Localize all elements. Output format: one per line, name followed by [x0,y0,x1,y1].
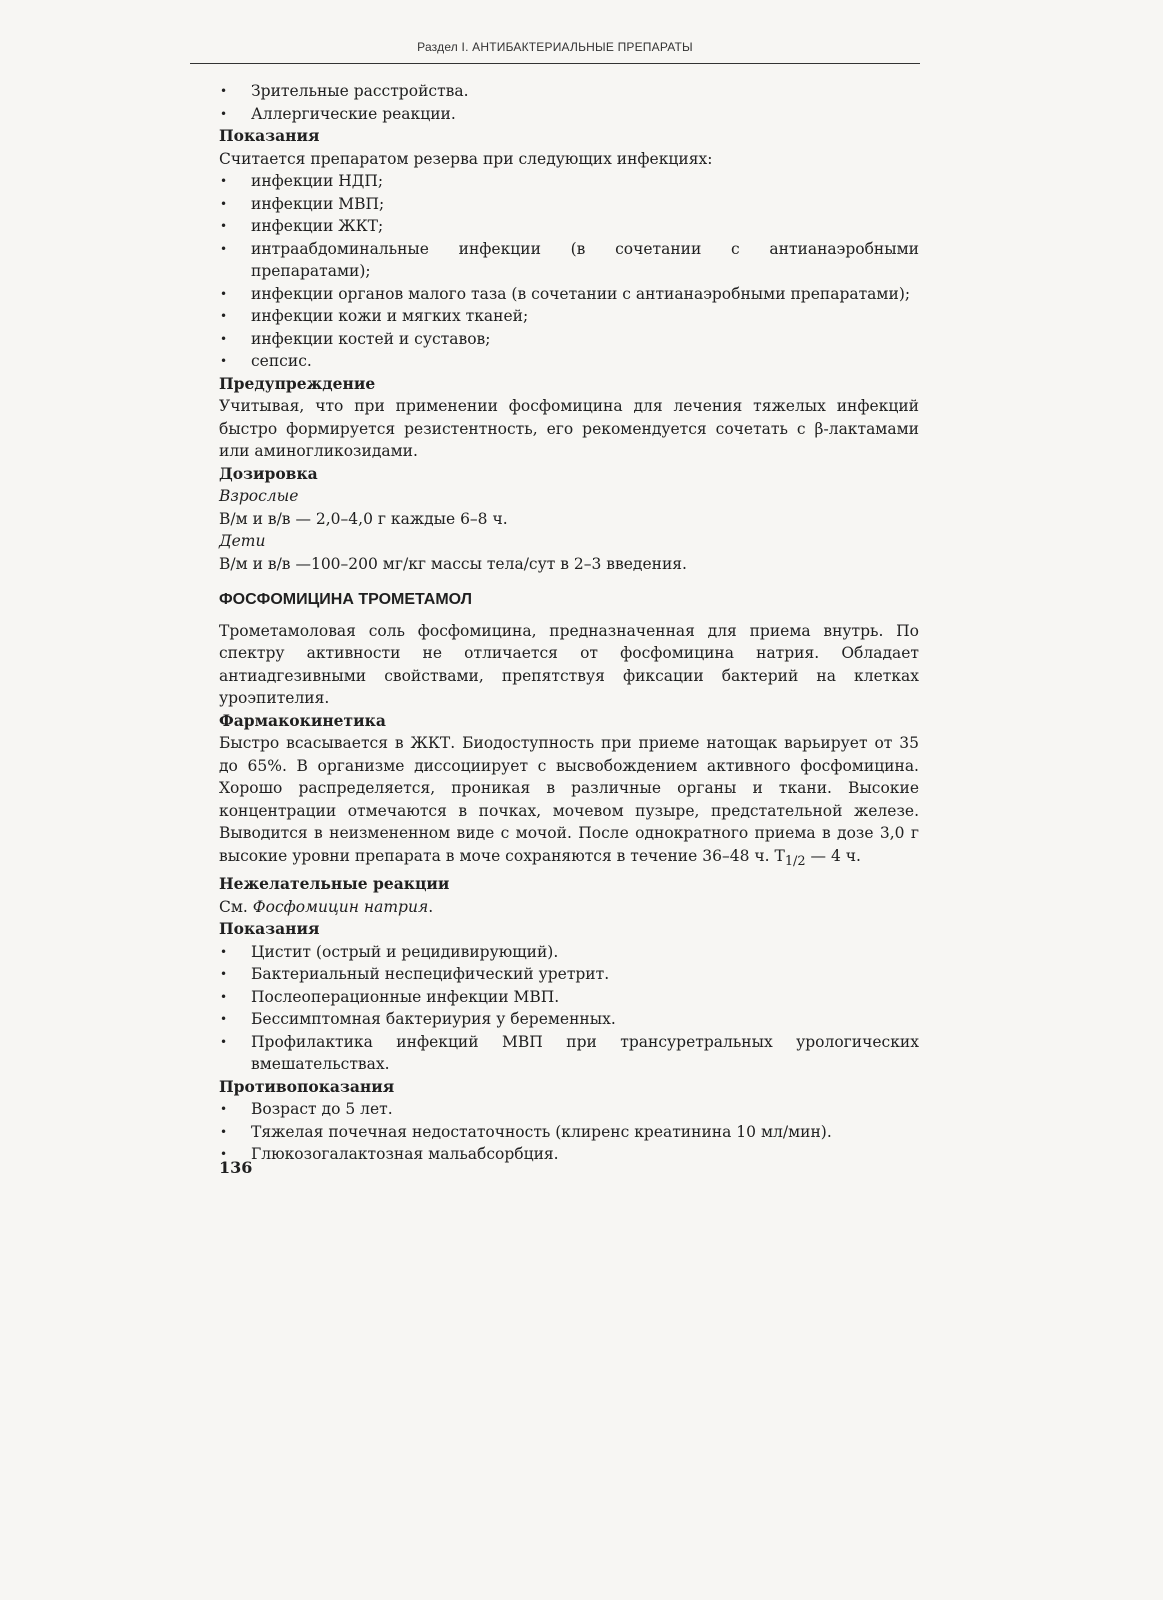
indications2-heading: Показания [219,919,320,939]
dosage-adults-text: В/м и в/в — 2,0–4,0 г каждые 6–8 ч. [219,509,508,528]
warning-text: Учитывая, что при применении фосфомицина для лечения тяжелых инфекций быстро формируется резистентность, его рекомендуется сочетать с β-лактамами или аминогликозидами. [219,397,919,460]
list-item: • Бактериальный неспецифический уретрит. [219,963,919,986]
list-item: • инфекции кожи и мягких тканей; [219,305,919,328]
list-item: • Аллергические реакции. [219,103,919,126]
adverse-reference: Фосфомицин натрия [252,897,429,916]
page-number: 136 [219,1158,253,1177]
adverse-prefix: См. [219,897,253,916]
contraindications-heading: Противопоказания [219,1076,395,1096]
list-item: • Возраст до 5 лет. [219,1098,919,1121]
dosage-children-text: В/м и в/в —100–200 мг/кг массы тела/сут в 2–3 введения. [219,554,687,573]
list-item: • инфекции ЖКТ; [219,215,919,238]
indications-intro: Считается препаратом резерва при следующих инфекциях: [219,149,713,168]
adverse-heading: Нежелательные реакции [219,874,450,894]
warning-heading: Предупреждение [219,373,376,393]
indications2-list [219,941,919,1076]
side-effects-list [219,80,919,125]
pharmacokinetics-heading: Фармакокинетика [219,710,386,730]
running-head: Раздел I. АНТИБАКТЕРИАЛЬНЫЕ ПРЕПАРАТЫ [417,40,693,54]
pharmacokinetics-text [219,732,919,873]
contraindications-list [219,1098,919,1166]
drug-intro: Трометамоловая соль фосфомицина, предназначенная для приема внутрь. По спектру активности не отличается от фосфомицина натрия. Обладает антиадгезивными свойствами, препятствуя фиксации бактерий на клетках уроэпителия. [219,621,919,707]
drug-title: ФОСФОМИЦИНА ТРОМЕТАМОЛ [219,591,472,608]
header-rule [190,63,920,64]
pk-text-end: — 4 ч. [805,846,861,865]
list-item: • Зрительные расстройства. [219,80,919,103]
adverse-suffix: . [428,897,434,916]
dosage-children-label: Дети [219,532,266,550]
dosage-heading: Дозировка [219,463,318,483]
list-item: • интраабдоминальные инфекции (в сочетании с антианаэробными препаратами); [219,238,919,283]
half-life-subscript: 1/2 [784,853,806,869]
pk-text-main: Быстро всасывается в ЖКТ. Биодоступность при приеме натощак варьирует от 35 до 65%. В организме диссоциирует с высвобождением активного фосфомицина. Хорошо распределяется, проникая в различные органы и ткани. Высокие концентрации отмечаются в почках, мочевом пузыре, предстательной железе. Выводится в неизмененном виде с мочой. После однократного приема в дозе 3,0 г высокие уровни препарата в моче сохраняются в течение 36–48 ч. Т [219,734,919,865]
dosage-adults-label: Взрослые [219,487,299,505]
indications-heading: Показания [219,126,320,145]
page-content [219,80,919,1166]
list-item: • сепсис. [219,350,919,373]
list-item: • Тяжелая почечная недостаточность (клиренс креатинина 10 мл/мин). [219,1121,919,1144]
list-item: • Глюкозогалактозная мальабсорбция. [219,1143,919,1166]
list-item: • Послеоперационные инфекции МВП. [219,986,919,1009]
adverse-text [219,896,919,919]
indications-list [219,170,919,373]
list-item: • инфекции органов малого таза (в сочетании с антианаэробными препаратами); [219,283,919,306]
list-item: • инфекции НДП; [219,170,919,193]
list-item: • Профилактика инфекций МВП при трансуретральных урологических вмешательствах. [219,1031,919,1076]
list-item: • инфекции костей и суставов; [219,328,919,351]
list-item: • инфекции МВП; [219,193,919,216]
list-item: • Бессимптомная бактериурия у беременных. [219,1008,919,1031]
list-item: • Цистит (острый и рецидивирующий). [219,941,919,964]
